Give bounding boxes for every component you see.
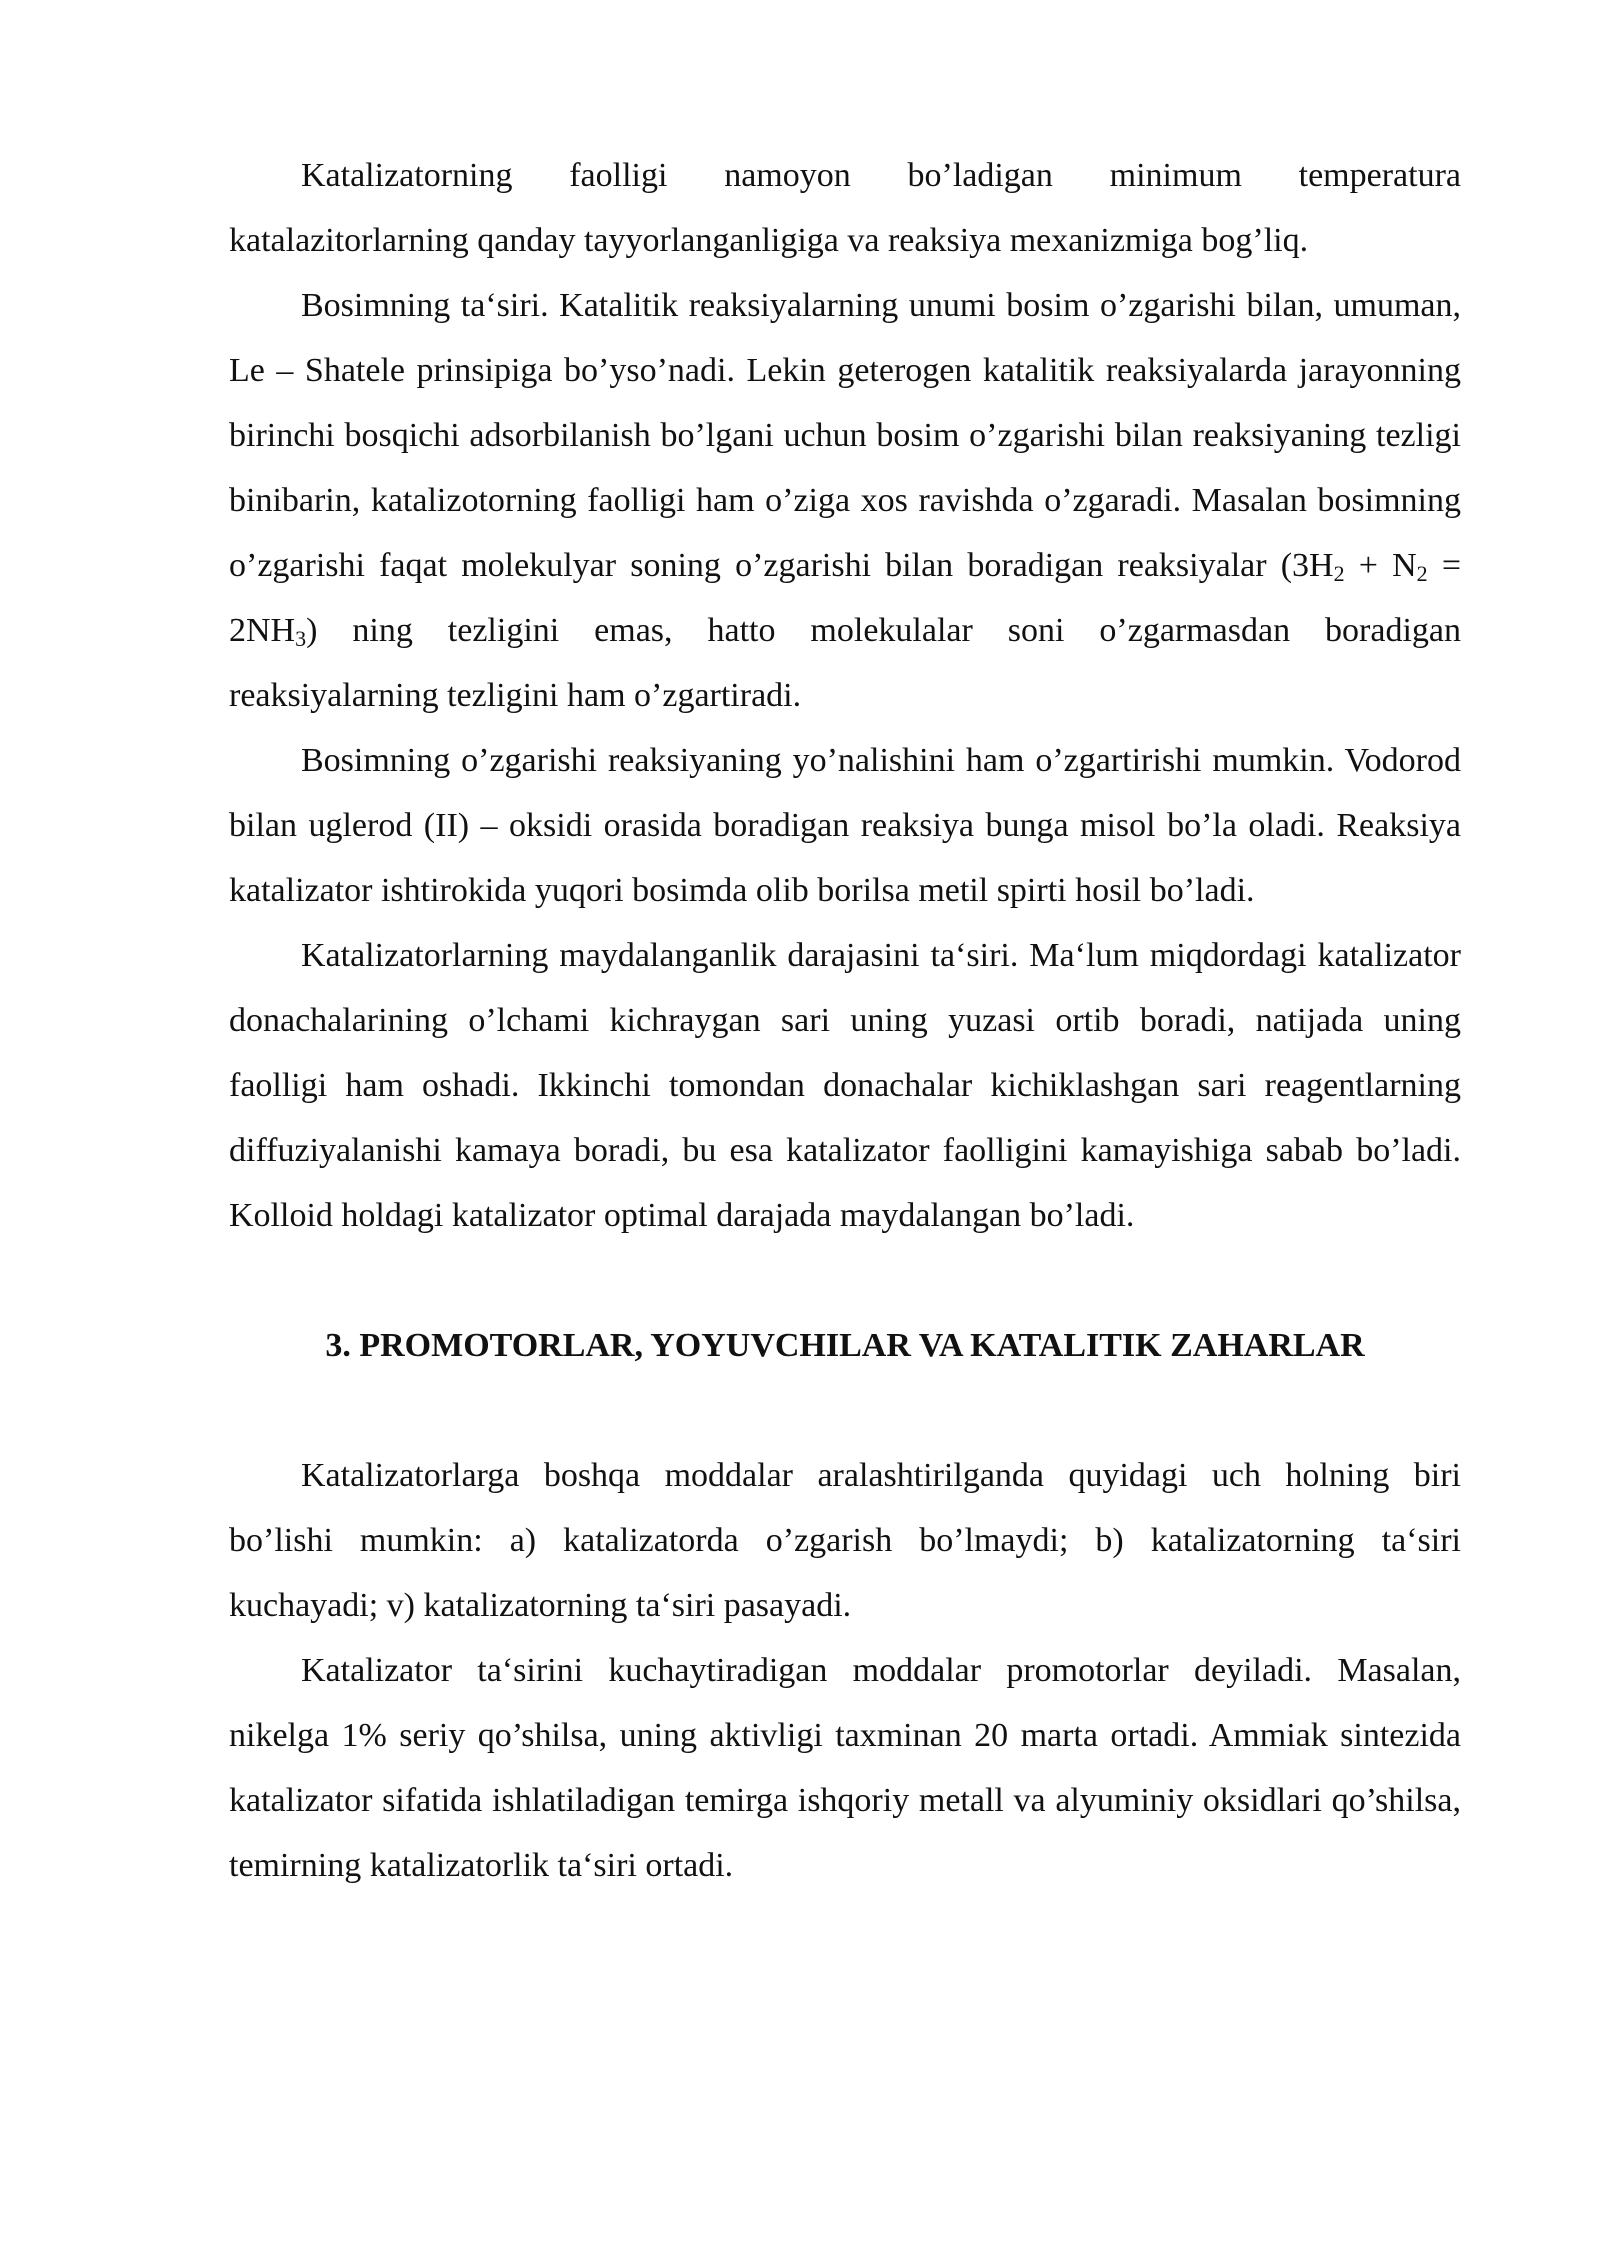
pressure-text-start: Bosimning ta‘siri. Katalitik reaksiyalarning unumi bosim o’zgarishi bilan, umuman, Le – Shatele prinsipiga bo’yso’nadi. Lekin geterogen katalitik reaksiyalarda jarayonning birinchi bosqichi adsorbilanish bo’lgani uchun bosim o’zgarishi bilan reaksiyaning tezligi binibarin, katalizotorning faolligi ham o’ziga xos ravishda o’zgaradi. Masalan bosimning o’zgarishi faqat molekulyar soning o’zgarishi bilan boradigan reaksiyalar (3H [229,287,1461,584]
formula-subscript-h2: 2 [1333,561,1345,586]
formula-plus-n: + N [1344,547,1417,584]
paragraph-pressure-effect [229,273,1461,728]
pressure-text-end: ) ning tezligini emas, hatto molekulalar soni o’zgarmasdan boradigan reaksiyalarning tezligini ham o’zgartiradi. [229,612,1461,714]
section-heading: 3. PROMOTORLAR, YOYUVCHILAR VA KATALITIK ZAHARLAR [325,1327,1365,1364]
formula-equals-nh: = 2NH [229,547,1462,649]
paragraph-additives: Katalizatorlarga boshqa moddalar aralashtirilganda quyidagi uch holning biri bo’lishi mumkin: a) katalizatorda o’zgarish bo’lmaydi; b) katalizatorning ta‘siri kuchayadi; v) katalizatorning ta‘siri pasayadi. [229,1457,1461,1624]
paragraph-min-temperature: Katalizatorning faolligi namoyon bo’ladigan minimum temperatura katalazitorlarning qanday tayyorlanganligiga va reaksiya mexanizmiga bog’liq. [229,157,1461,259]
paragraph-grain-size: Katalizatorlarning maydalanganlik darajasini ta‘siri. Ma‘lum miqdordagi katalizator donachalarining o’lchami kichraygan sari uning yuzasi ortib boradi, natijada uning faolligi ham oshadi. Ikkinchi tomondan donachalar kichiklashgan sari reagentlarning diffuziyalanishi kamaya boradi, bu esa katalizator faolligini kamayishiga sabab bo’ladi. Kolloid holdagi katalizator optimal darajada maydalangan bo’ladi. [229,937,1461,1234]
formula-subscript-nh3: 3 [295,626,307,651]
formula-subscript-n2: 2 [1416,561,1428,586]
paragraph-reaction-direction: Bosimning o’zgarishi reaksiyaning yo’nalishini ham o’zgartirishi mumkin. Vodorod bilan uglerod (II) – oksidi orasida boradigan reaksiya bunga misol bo’la oladi. Reaksiya katalizator ishtirokida yuqori bosimda olib borilsa metil spirti hosil bo’ladi. [229,742,1461,909]
document-body [229,143,1461,1898]
paragraph-promotors: Katalizator ta‘sirini kuchaytiradigan moddalar promotorlar deyiladi. Masalan, nikelga 1% seriy qo’shilsa, uning aktivligi taxminan 20 marta ortadi. Ammiak sintezida katalizator sifatida ishlatiladigan temirga ishqoriy metall va alyuminiy oksidlari qo’shilsa, temirning katalizatorlik ta‘siri ortadi. [229,1652,1461,1884]
